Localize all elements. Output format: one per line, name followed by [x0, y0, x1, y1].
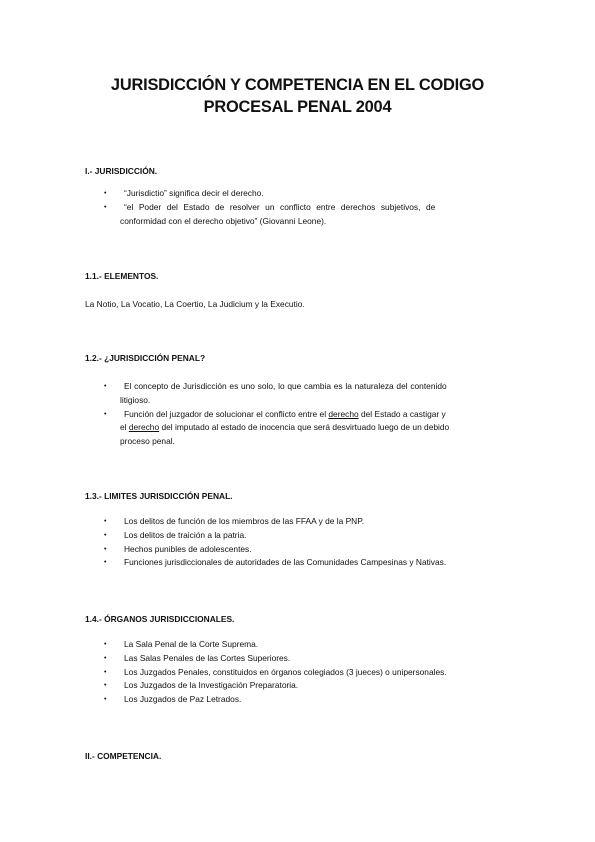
bullet-icon: • — [104, 545, 107, 553]
section-heading-jurisdiccion: I.- JURISDICCIÓN. — [85, 166, 158, 176]
list-item — [104, 693, 514, 707]
list-item — [104, 529, 514, 543]
bullet-icon: • — [104, 383, 107, 390]
text-run: Función del juzgador de solucionar el conflicto entre el — [124, 408, 329, 419]
list-item-text: Los Juzgados Penales, constituidos en órganos colegiados (3 jueces) o unipersonales. — [124, 666, 447, 677]
section-heading-jurisdiccion-penal: 1.2.- ¿JURISDICCIÓN PENAL? — [85, 353, 206, 363]
elementos-paragraph: La Notio, La Vocatio, La Coertio, La Judicium y la Executio. — [85, 299, 305, 309]
list-item-text: Funciones jurisdiccionales de autoridades de las Comunidades Campesinas y Nativas. — [124, 557, 447, 568]
list-item-text-continued: conformidad con el derecho objetivo” (Giovanni Leone). — [120, 215, 327, 226]
list-item — [104, 187, 511, 201]
list-item-text: El concepto de Jurisdicción es uno solo, lo que cambia es la naturaleza del contenido — [124, 381, 447, 391]
list-item-text: Los delitos de función de los miembros de las FFAA y de la PNP. — [124, 516, 365, 526]
list-item-text: Los Juzgados de la Investigación Preparatoria. — [124, 680, 299, 691]
bullet-icon: • — [104, 696, 107, 704]
list-item — [104, 638, 514, 652]
text-run: del imputado al estado de inocencia que será desvirtuado luego de un debido — [159, 422, 450, 433]
list-item-text-continued: litigioso. — [120, 394, 151, 405]
bullet-icon: • — [104, 668, 107, 676]
list-item — [104, 556, 514, 570]
list-item-text: Los Juzgados de Paz Letrados. — [124, 694, 242, 705]
list-item — [104, 679, 514, 693]
list-item — [104, 543, 514, 557]
text-run: del Estado a castigar y — [358, 408, 446, 419]
list-item — [104, 515, 514, 529]
bullet-icon: • — [104, 682, 107, 690]
section-heading-limites: 1.3.- LIMITES JURISDICCIÓN PENAL. — [85, 491, 233, 501]
jurisdiccion-penal-list — [104, 380, 511, 449]
document-title — [60, 74, 535, 118]
list-item-text-continued — [104, 421, 511, 435]
section-heading-elementos: 1.1.- ELEMENTOS. — [85, 271, 159, 281]
bullet-icon: • — [104, 190, 107, 197]
list-item-text — [104, 408, 511, 422]
list-item — [104, 666, 514, 680]
list-item-text: La Sala Penal de la Corte Suprema. — [124, 639, 259, 649]
list-item — [104, 652, 514, 666]
list-item — [104, 408, 511, 449]
list-item-text: Hechos punibles de adolescentes. — [124, 543, 252, 554]
derecho-link[interactable]: derecho — [128, 422, 160, 433]
list-item — [104, 201, 511, 229]
limites-list — [104, 515, 514, 570]
section-heading-organos: 1.4.- ÓRGANOS JURISDICCIONALES. — [85, 614, 235, 624]
bullet-icon: • — [104, 531, 107, 539]
list-item-text: “Jurisdictio” significa decir el derecho. — [124, 188, 264, 198]
jurisdiccion-list — [104, 187, 511, 228]
section-heading-competencia: II.- COMPETENCIA. — [85, 751, 162, 761]
title-line-2: PROCESAL PENAL 2004 — [203, 98, 392, 116]
derecho-link[interactable]: derecho — [328, 408, 359, 419]
bullet-icon: • — [104, 641, 107, 648]
bullet-icon: • — [104, 559, 107, 567]
bullet-icon: • — [104, 410, 107, 418]
list-item-text-continued: proceso penal. — [120, 436, 175, 447]
bullet-icon: • — [104, 203, 107, 211]
organos-list — [104, 638, 514, 707]
bullet-icon: • — [104, 654, 107, 662]
title-line-1: JURISDICCIÓN Y COMPETENCIA EN EL CODIGO — [110, 76, 485, 94]
bullet-icon: • — [104, 518, 107, 525]
list-item — [104, 380, 511, 408]
list-item-text: Los delitos de traición a la patria. — [124, 529, 247, 540]
list-item-text: Las Salas Penales de las Cortes Superiores. — [124, 652, 291, 663]
text-run: el — [120, 422, 129, 433]
list-item-text: “el Poder del Estado de resolver un conflicto entre derechos subjetivos, de — [124, 201, 436, 212]
